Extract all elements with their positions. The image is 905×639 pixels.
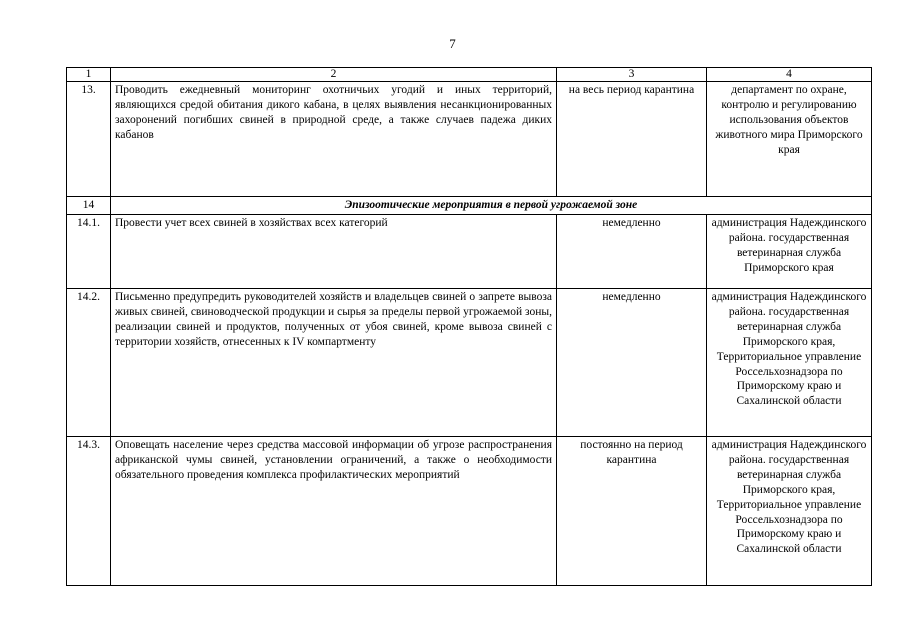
column-header: 3: [557, 68, 707, 82]
table-row: [67, 289, 872, 437]
measure-period: постоянно на период карантина: [557, 437, 707, 586]
row-number: 14.2.: [67, 289, 111, 437]
measure-description: Письменно предупредить руководителей хозяйств и владельцев свиней о запрете вывоза живых свиней, свиноводческой продукции и сырья за пределы первой угрожаемой зоны, реализации свиней и продуктов, полученных от убоя свиней, кроме вывоза свиней с территории хозяйств, отнесенных к IV компартменту: [111, 289, 557, 437]
column-header: 1: [67, 68, 111, 82]
measure-responsible: администрация Надеждинского района. государственная ветеринарная служба Приморского края, Территориальное управление Россельхознадзора по Приморскому краю и Сахалинской области: [707, 289, 872, 437]
table-row: [67, 215, 872, 289]
measure-responsible: администрация Надеждинского района. государственная ветеринарная служба Приморского края: [707, 215, 872, 289]
measure-period: немедленно: [557, 289, 707, 437]
measure-responsible: департамент по охране, контролю и регулированию использования объектов животного мира Приморского края: [707, 82, 872, 197]
measure-period: немедленно: [557, 215, 707, 289]
measure-description: Провести учет всех свиней в хозяйствах всех категорий: [111, 215, 557, 289]
page-number: 7: [449, 36, 456, 51]
measures-table: [66, 67, 872, 586]
column-header: 4: [707, 68, 872, 82]
measure-description: Проводить ежедневный мониторинг охотничьих угодий и иных территорий, являющихся средой обитания дикого кабана, в целях выявления несанкционированных захоронений погибших свиней в природной среде, а также случаев падежа диких кабанов: [111, 82, 557, 197]
row-number: 14.1.: [67, 215, 111, 289]
column-header: 2: [111, 68, 557, 82]
measure-description: Оповещать население через средства массовой информации об угрозе распространения африканской чумы свиней, установлении ограничений, а также о необходимости обязательного проведения комплекса профилактических мероприятий: [111, 437, 557, 586]
row-number: 13.: [67, 82, 111, 197]
table-row: [67, 437, 872, 586]
measure-responsible: администрация Надеждинского района. государственная ветеринарная служба Приморского края, Территориальное управление Россельхознадзора по Приморскому краю и Сахалинской области: [707, 437, 872, 586]
measure-period: на весь период карантина: [557, 82, 707, 197]
table-header-row: [67, 68, 872, 82]
row-number: 14.3.: [67, 437, 111, 586]
table-row: [67, 82, 872, 197]
row-number: 14: [67, 197, 111, 215]
section-row: [67, 197, 872, 215]
section-title: Эпизоотические мероприятия в первой угрожаемой зоне: [111, 197, 872, 215]
